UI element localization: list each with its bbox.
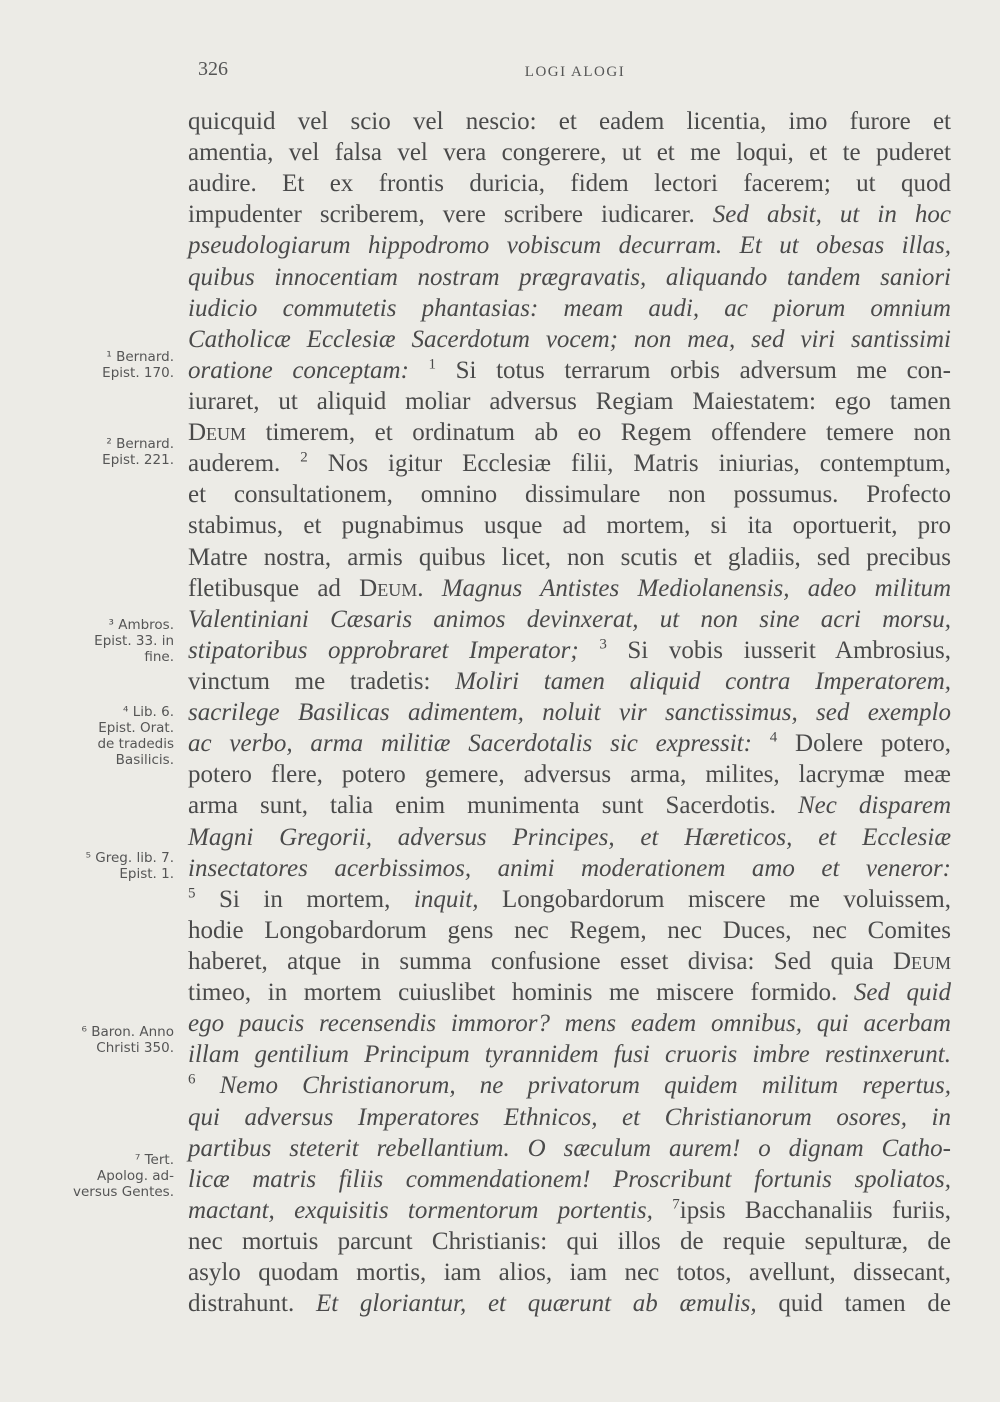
text-line	[188, 355, 951, 386]
text-run: distrahunt.	[188, 1290, 316, 1318]
text-line	[188, 604, 951, 635]
text-line	[188, 324, 951, 355]
text-line	[188, 1039, 951, 1070]
margin-note-line: versus Gentes.	[72, 1184, 174, 1200]
italic-text: iudicio commutetis phantasias: meam audi, ac piorum omnium	[188, 294, 951, 322]
text-line	[188, 199, 951, 230]
margin-note-line: ⁶ Baron. Anno	[81, 1024, 174, 1040]
italic-text: Et gloriantur, et quærunt ab æmulis,	[315, 1290, 757, 1318]
margin-note	[62, 850, 180, 882]
text-run: Dolere potero,	[777, 730, 951, 758]
margin-note	[62, 704, 180, 768]
italic-text: Magni Gregorii, adversus Principes, et Hæreticos, et Ecclesiæ	[188, 823, 951, 851]
text-line	[188, 1133, 951, 1164]
small-caps-text: Deum	[188, 419, 247, 447]
margin-note-line: Epist. Orat.	[98, 720, 174, 736]
text-line	[188, 1008, 951, 1039]
text-line	[188, 448, 951, 479]
margin-note-line: fine.	[144, 649, 174, 665]
small-caps-text: Deum	[892, 947, 951, 975]
text-line	[188, 790, 951, 821]
text-line	[188, 573, 951, 604]
text-line	[188, 137, 951, 168]
running-head: LOGI ALOGI	[524, 64, 626, 80]
margin-note-line: ³ Ambros.	[108, 617, 174, 633]
text-run: Si in mortem,	[195, 885, 414, 913]
text-line	[188, 386, 951, 417]
footnote-ref: 4	[769, 729, 778, 746]
text-line	[188, 635, 951, 666]
text-run: stabimus, et pugnabimus usque ad mortem, si ita oportuerit, pro	[188, 512, 951, 540]
text-line	[188, 822, 951, 853]
text-line	[188, 417, 951, 448]
text-run: ipsis Bacchanaliis furiis,	[679, 1196, 952, 1224]
italic-text: stipatoribus opprobraret Imperator;	[188, 636, 600, 664]
italic-text: Magnus Antistes Mediolanensis, adeo militum	[441, 574, 952, 602]
italic-text: qui adversus Imperatores Ethnicos, et Christianorum osores, in	[188, 1103, 951, 1131]
footnote-ref: 6	[188, 1072, 196, 1089]
text-line	[188, 1195, 951, 1226]
margin-note-line: Epist. 170.	[102, 365, 174, 381]
text-run: Nos igitur Ecclesiæ filii, Matris iniurias, contemptum,	[307, 450, 951, 478]
text-line	[188, 759, 951, 790]
italic-text: ego paucis recensendis immoror? mens eadem omnibus, qui acerbam	[188, 1010, 951, 1038]
text-line	[188, 946, 951, 977]
margin-note-line: Epist. 33. in	[94, 633, 174, 649]
text-run: hodie Longobardorum gens nec Regem, nec Duces, nec Comites	[188, 916, 951, 944]
text-run: et consultationem, omnino dissimulare non possumus. Profecto	[188, 481, 951, 509]
margin-note-line: Epist. 1.	[119, 866, 174, 882]
italic-text: sacrilege Basilicas adimentem, noluit vir sanctissimus, sed exemplo	[188, 699, 951, 727]
text-run: timeo, in mortem cuiuslibet hominis me miscere formido.	[188, 979, 854, 1007]
text-run: auderem.	[188, 450, 301, 478]
text-run: iuraret, ut aliquid moliar adversus Regiam Maiestatem: ego tamen	[188, 387, 951, 415]
italic-text: quibus innocentiam nostram prægravatis, aliquando tandem saniori	[188, 263, 951, 291]
italic-text: Nemo Christianorum, ne privatorum quidem militum repertus,	[195, 1072, 951, 1100]
margin-note-line: ² Bernard.	[106, 436, 174, 452]
text-run: haberet, atque in summa confusione esset divisa: Sed quia	[188, 947, 893, 975]
italic-text: Sed absit, ut in hoc	[712, 201, 951, 229]
text-line	[188, 1164, 951, 1195]
text-line	[188, 1288, 951, 1319]
text-run: quid tamen de	[756, 1290, 951, 1318]
italic-text: Catholicæ Ecclesiæ Sacerdotum vocem; non mea, sed viri santissimi	[188, 325, 951, 353]
margin-note	[62, 617, 180, 665]
text-run	[423, 575, 441, 602]
text-run: quicquid vel scio vel nescio: et eadem licentia, imo furore et	[188, 108, 951, 135]
text-line	[188, 666, 951, 697]
italic-text: licæ matris filiis commendationem! Proscribunt fortunis spoliatos,	[188, 1165, 951, 1193]
italic-text: insectatores acerbissimos, animi moderationem amo et veneror:	[188, 854, 951, 882]
text-run: fletibusque ad	[188, 574, 360, 602]
text-line	[188, 977, 951, 1008]
text-line	[188, 1102, 951, 1133]
text-line	[188, 1257, 951, 1288]
text-line	[188, 915, 951, 946]
text-line	[188, 168, 951, 199]
text-line	[188, 1070, 951, 1101]
footnote-ref: 1	[428, 356, 437, 373]
text-run: vinctum me tradetis:	[188, 667, 456, 695]
footnote-ref: 7	[672, 1196, 680, 1213]
text-line	[188, 510, 951, 541]
text-line	[188, 542, 951, 573]
margin-note-line: ⁷ Tert.	[134, 1152, 174, 1168]
margin-note	[62, 1152, 180, 1200]
margin-note-line: Christi 350.	[96, 1040, 174, 1056]
text-line	[188, 884, 951, 915]
margin-note-line: ¹ Bernard.	[106, 349, 174, 365]
footnote-ref: 2	[300, 449, 308, 466]
margin-note	[62, 436, 180, 468]
text-run: Matre nostra, armis quibus licet, non scutis et gladiis, sed precibus	[188, 543, 951, 571]
italic-text: pseudologiarum hippodromo vobiscum decurram. Et ut obesas illas,	[188, 232, 951, 260]
italic-text: partibus steterit rebellantium. O sæculum aurem! o dignam Catho-	[188, 1134, 951, 1162]
text-run: Longobardorum miscere me voluissem,	[478, 885, 951, 913]
text-run: timerem, et ordinatum ab eo Regem offendere temere non	[246, 419, 951, 447]
text-run: potero flere, potero gemere, adversus arma, milites, lacrymæ meæ	[188, 761, 951, 789]
margin-note-line: ⁵ Greg. lib. 7.	[85, 850, 174, 866]
text-run: audire. Et ex frontis duricia, fidem lectori facerem; ut quod	[188, 170, 951, 198]
italic-text: Sed quid	[853, 979, 951, 1007]
text-run: Si vobis iusserit Ambrosius,	[606, 636, 951, 664]
text-line	[188, 230, 951, 261]
body-text	[188, 106, 951, 1319]
italic-text: oratione conceptam:	[188, 356, 429, 384]
text-line	[188, 853, 951, 884]
italic-text: inquit,	[413, 885, 479, 913]
margin-note-line: de tradedis	[97, 736, 174, 752]
text-run: arma sunt, talia enim munimenta sunt Sacerdotis.	[188, 792, 798, 820]
margin-note-line: Apolog. ad-	[97, 1168, 174, 1184]
text-run: impudenter scriberem, vere scribere iudicarer.	[188, 201, 713, 229]
text-line	[188, 262, 951, 293]
text-run: asylo quodam mortis, iam alios, iam nec totos, avellunt, dissecant,	[188, 1259, 951, 1287]
italic-text: Nec disparem	[797, 792, 951, 820]
text-line	[188, 106, 951, 137]
text-line	[188, 293, 951, 324]
page-number: 326	[198, 58, 228, 80]
text-run: Si totus terrarum orbis adversum me con-	[436, 356, 951, 384]
margin-note	[62, 1024, 180, 1056]
margin-note	[62, 349, 180, 381]
margin-note-line: Epist. 221.	[102, 452, 174, 468]
italic-text: illam gentilium Principum tyrannidem fusi cruoris imbre restinxerunt.	[188, 1041, 951, 1069]
italic-text: Moliri tamen aliquid contra Imperatorem,	[455, 667, 951, 695]
small-caps-text: Deum.	[359, 574, 424, 602]
text-line	[188, 479, 951, 510]
footnote-ref: 3	[599, 636, 607, 653]
italic-text: Valentiniani Cæsaris animos devinxerat, ut non sine acri morsu,	[188, 605, 951, 633]
text-line	[188, 697, 951, 728]
italic-text: mactant, exquisitis tormentorum portentis,	[188, 1196, 673, 1224]
text-line	[188, 1226, 951, 1257]
text-run: nec mortuis parcunt Christianis: qui illos de requie sepulturæ, de	[188, 1227, 951, 1255]
margin-note-line: ⁴ Lib. 6.	[122, 704, 174, 720]
footnote-ref: 5	[188, 885, 196, 902]
text-line	[188, 728, 951, 759]
text-run: amentia, vel falsa vel vera congerere, ut et me loqui, et te puderet	[188, 139, 951, 167]
margin-note-line: Basilicis.	[115, 752, 174, 768]
italic-text: ac verbo, arma militiæ Sacerdotalis sic expressit:	[188, 730, 770, 758]
